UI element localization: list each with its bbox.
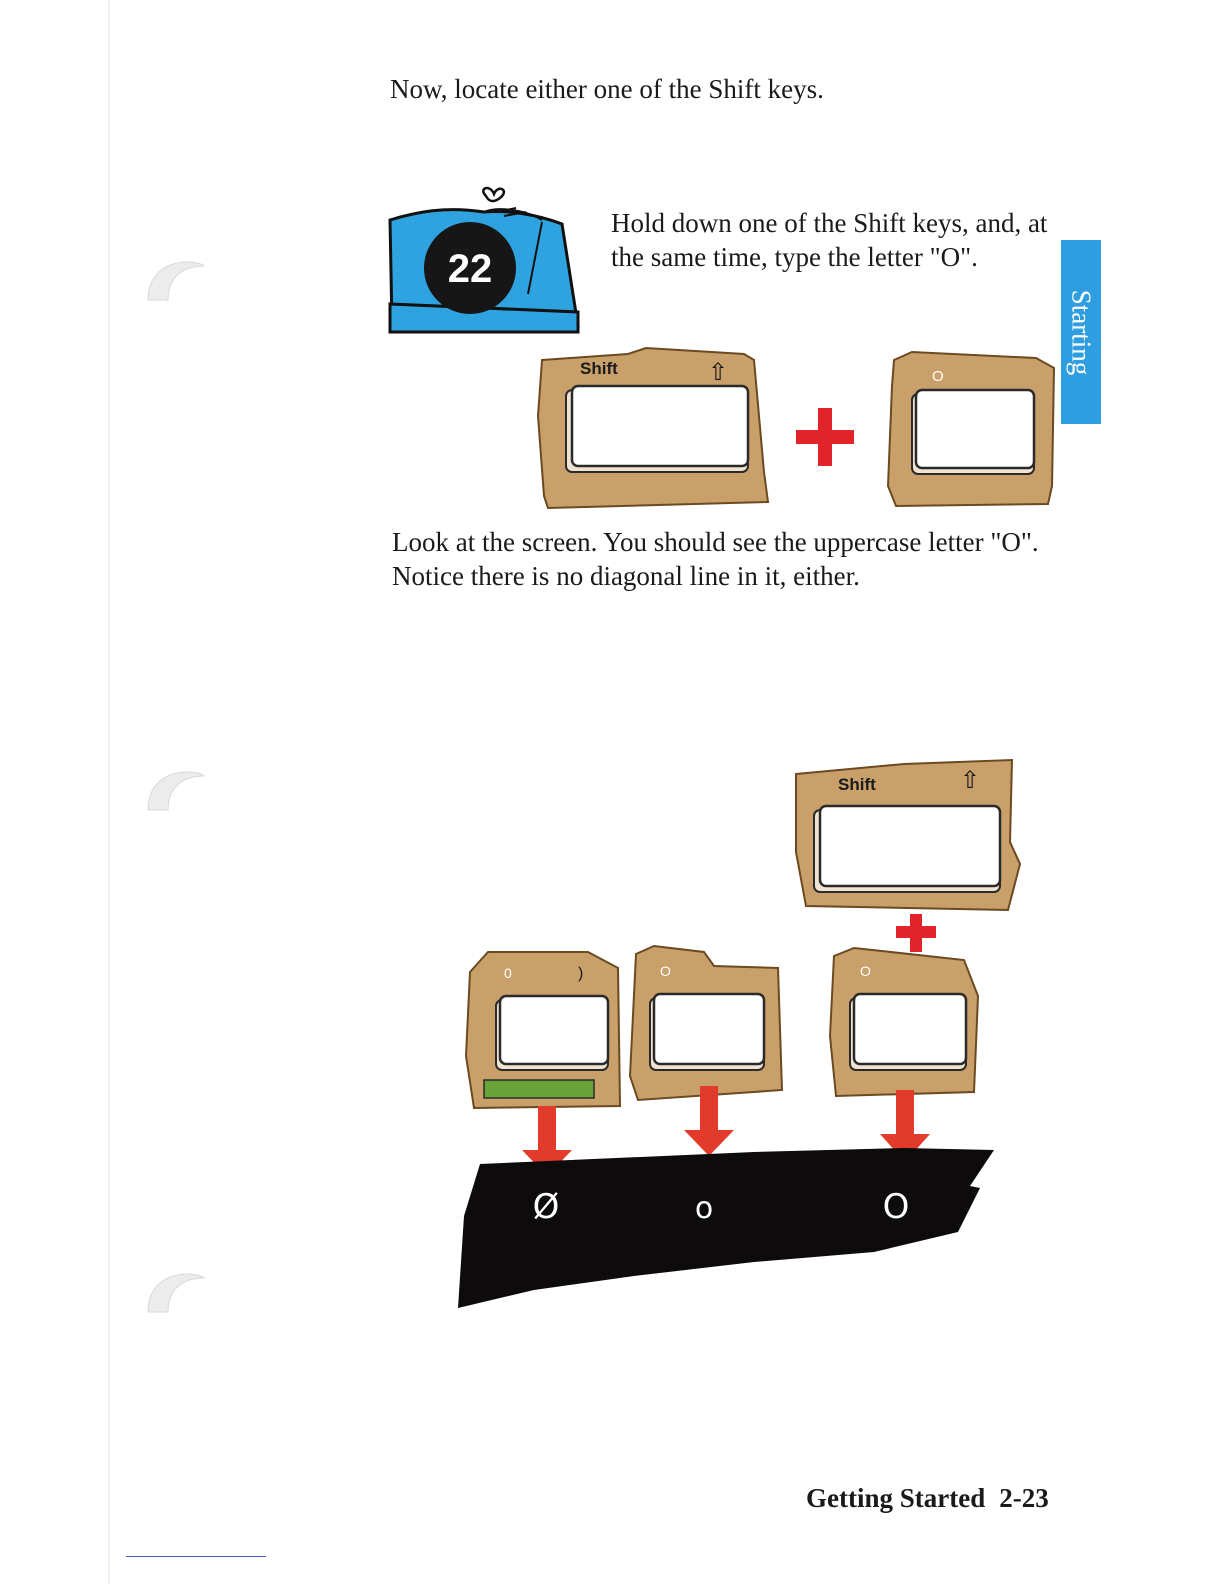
intro-paragraph: Now, locate either one of the Shift keys.	[390, 74, 824, 104]
shift-key-label: Shift	[580, 359, 618, 378]
binder-hole-top	[144, 256, 208, 326]
page-binding-edge	[108, 0, 110, 1584]
footer-title: Getting Started	[806, 1483, 986, 1513]
shift-arrow-icon: ⇧	[708, 358, 729, 386]
page-footer	[806, 1483, 1049, 1514]
page-number: 2-23	[999, 1483, 1049, 1513]
plus-icon	[796, 408, 854, 466]
comparison-illustration	[454, 756, 1014, 1312]
zero-key-bar	[484, 1080, 594, 1098]
zero-key-label: 0	[504, 965, 512, 981]
step-number: 22	[447, 247, 493, 291]
binder-hole-middle	[144, 766, 208, 836]
step-instruction: Hold down one of the Shift keys, and, at the same time, type the letter "O".	[611, 208, 1048, 272]
screen-output-slashed-zero: Ø	[532, 1187, 560, 1227]
screen-paragraph: Look at the screen. You should see the uppercase letter "O". Notice there is no diagonal line in it, either.	[392, 527, 1039, 591]
section-tab	[1061, 240, 1101, 424]
shift-plus-o-illustration	[536, 346, 1060, 516]
screen-output-upper-o: O	[882, 1187, 910, 1227]
o-key-lower-label: O	[660, 963, 671, 979]
binder-hole-bottom	[144, 1268, 208, 1338]
shift-arrow-icon-2: ⇧	[960, 766, 981, 794]
o-key-label: O	[932, 368, 944, 385]
paren-key-label: )	[578, 965, 584, 982]
screen-output-lower-o: o	[694, 1191, 714, 1226]
section-tab-label: Starting	[1066, 289, 1097, 375]
screen-strip	[458, 1148, 994, 1308]
shift-key-2-label: Shift	[838, 775, 876, 794]
o-key-upper-label: O	[860, 963, 871, 979]
bottom-rule	[126, 1556, 266, 1557]
step-shoe-icon	[386, 186, 582, 336]
plus-icon-2	[896, 914, 936, 952]
